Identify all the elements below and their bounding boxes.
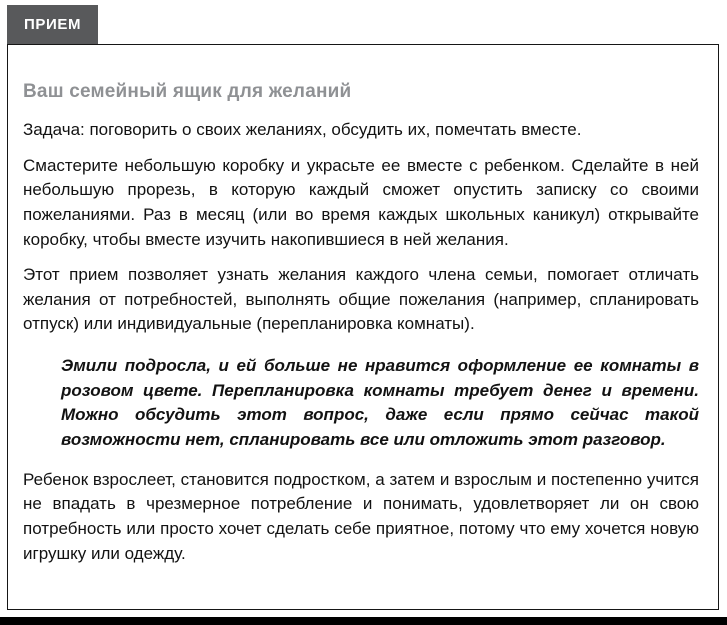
paragraph-instructions: Смастерите небольшую коробку и украсьте ее вместе с ребенком. Сделайте в ней небольшую прорезь, в которую каждый сможет опустить записку со своими пожеланиями. Раз в месяц (или во время каждых школьных каникул) открывайте коробку, чтобы вместе изучить накопившиеся в ней желания. xyxy=(23,155,699,249)
section-tab-label: ПРИЕМ xyxy=(24,16,82,33)
paragraph-task: Задача: поговорить о своих желаниях, обсудить их, помечтать вместе. xyxy=(23,120,582,139)
paragraph-conclusion: Ребенок взрослеет, становится подростком, а затем и взрослым и постепенно учится не впадать в чрезмерное потребление и понимать, удовлетворяет ли он свою потребность или просто хочет сделать себе приятное, потому что ему хочется новую игрушку или одежду. xyxy=(23,469,699,563)
bottom-bar xyxy=(0,617,727,625)
paragraph-benefit: Этот прием позволяет узнать желания каждого члена семьи, помогает отличать желания от потребностей, выполнять общие пожелания (например, спланировать отпуск) или индивидуальные (перепланировка комнаты). xyxy=(23,265,699,334)
example-quote: Эмили подросла, и ей больше не нравится оформление ее комнаты в розовом цвете. Перепланировка комнаты требует денег и времени. Можно обсудить этот вопрос, даже если прямо сейчас такой возможности нет, спланировать все или отложить этот разговор. xyxy=(61,356,699,450)
page-title: Ваш семейный ящик для желаний xyxy=(23,81,352,102)
section-tab xyxy=(7,5,98,44)
content-box xyxy=(7,44,719,610)
